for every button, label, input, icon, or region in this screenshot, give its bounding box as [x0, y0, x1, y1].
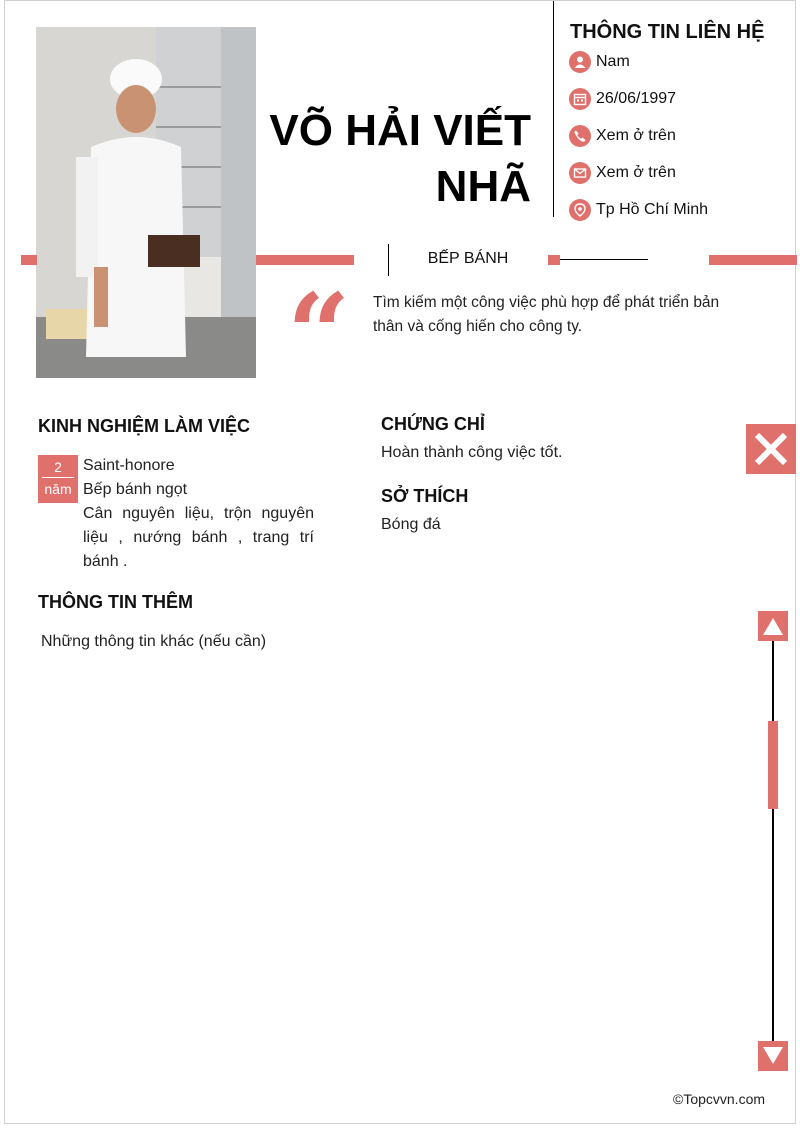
- contact-birthday: [569, 86, 676, 112]
- hobbies-text: Bóng đá: [381, 516, 441, 533]
- scroll-up-button[interactable]: [758, 611, 788, 641]
- experience-title: KINH NGHIỆM LÀM VIỆC: [38, 416, 251, 436]
- contact-email: [569, 160, 676, 186]
- experience-description: Cân nguyên liệu, trộn nguyên liệu , nướng bánh , trang trí bánh .: [83, 505, 314, 570]
- scroll-down-button[interactable]: [758, 1041, 788, 1071]
- experience-years-unit: năm: [44, 481, 72, 497]
- phone-icon: [569, 125, 591, 147]
- quote-mark: “: [287, 269, 351, 398]
- accent-bar-mid: [256, 255, 354, 265]
- phone-value: Xem ở trên: [596, 127, 676, 144]
- certificates-title: CHỨNG CHỈ: [381, 414, 485, 434]
- experience-years-badge: [38, 455, 78, 503]
- candidate-name: VÕ HẢI VIẾT NHÃ: [269, 106, 531, 211]
- scroll-track[interactable]: [772, 641, 774, 1043]
- contact-divider: [553, 1, 554, 217]
- birthday-value: 26/06/1997: [596, 90, 677, 107]
- close-button[interactable]: [746, 424, 796, 474]
- experience-position: Bếp bánh ngọt: [83, 481, 188, 498]
- contact-gender: [569, 49, 630, 75]
- calendar-icon: [569, 88, 591, 110]
- cv-page: [4, 0, 796, 1124]
- footer-copyright: ©Topcvvn.com: [673, 1091, 766, 1107]
- role-underline: [560, 259, 648, 260]
- hobbies-title: SỞ THÍCH: [381, 486, 469, 506]
- role-divider: [388, 244, 389, 276]
- close-icon: [753, 431, 789, 467]
- chef-photo-illustration: [36, 27, 256, 378]
- contact-address: [569, 197, 708, 223]
- career-objective: Tìm kiếm một công việc phù hợp để phát triển bản thân và cống hiến cho công ty.: [373, 294, 720, 335]
- user-icon: [569, 51, 591, 73]
- contact-title: THÔNG TIN LIÊN HỆ: [570, 21, 765, 43]
- experience-years: 2: [42, 455, 74, 478]
- profile-photo: [36, 27, 256, 378]
- accent-bar-small: [548, 255, 560, 265]
- experience-company: Saint-honore: [83, 457, 175, 474]
- email-icon: [569, 162, 591, 184]
- accent-bar-right: [709, 255, 797, 265]
- triangle-up-icon: [762, 616, 784, 636]
- email-value: Xem ở trên: [596, 164, 676, 181]
- extra-info-text: Những thông tin khác (nếu cần): [41, 633, 267, 650]
- contact-phone: [569, 123, 676, 149]
- job-role: BẾP BÁNH: [427, 250, 509, 267]
- scroll-thumb[interactable]: [768, 721, 778, 809]
- gender-value: Nam: [596, 53, 630, 70]
- triangle-down-icon: [762, 1046, 784, 1066]
- extra-info-title: THÔNG TIN THÊM: [38, 592, 193, 612]
- accent-bar-left: [21, 255, 37, 265]
- address-value: Tp Hồ Chí Minh: [596, 201, 709, 218]
- certificates-text: Hoàn thành công việc tốt.: [381, 444, 563, 461]
- location-pin-icon: [569, 199, 591, 221]
